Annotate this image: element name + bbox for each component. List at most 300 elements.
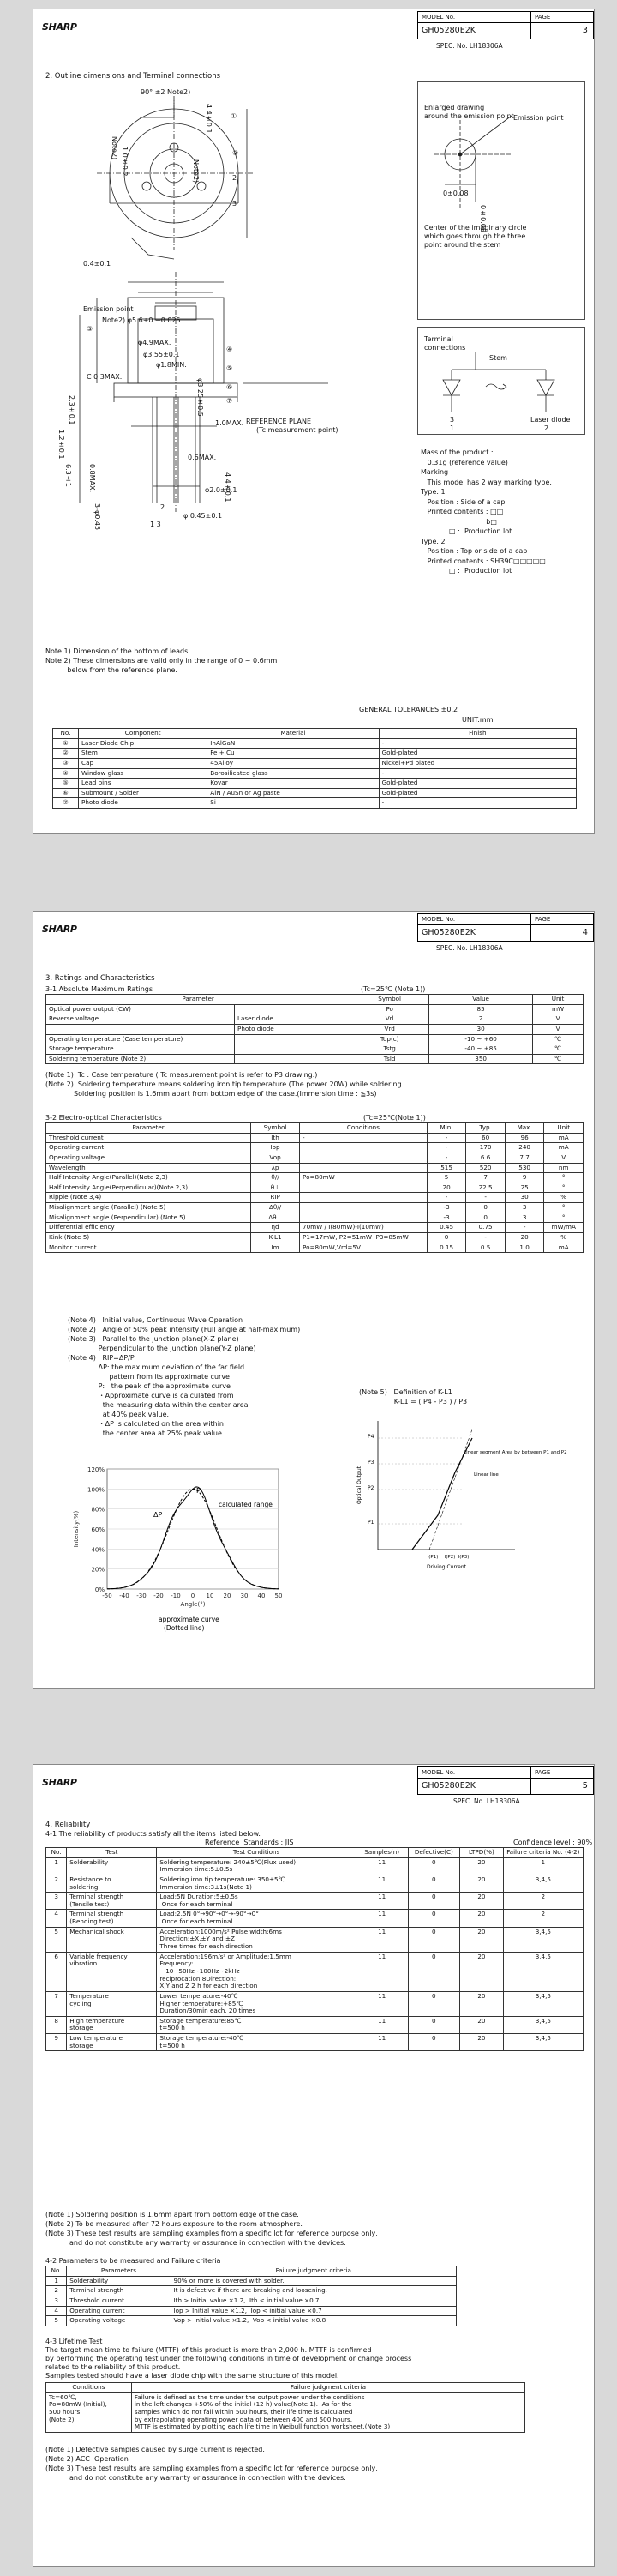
table-row bbox=[46, 1223, 584, 1233]
table-cell: Soldering temperature: 240±5℃(Flux used) Immersion time:5±0.5s bbox=[157, 1857, 356, 1875]
table-cell: 11 bbox=[356, 1893, 408, 1910]
callout-7: ⑦ bbox=[226, 397, 233, 405]
table-cell: 530 bbox=[505, 1163, 544, 1173]
table-cell: 0.75 bbox=[466, 1223, 506, 1233]
text-line: Mass of the product : bbox=[421, 448, 494, 456]
table-cell: Photo diode bbox=[79, 798, 207, 809]
table-cell: AlN / AuSn or Ag paste bbox=[207, 788, 379, 798]
table-cell: K-L1 bbox=[251, 1233, 300, 1243]
text-line: (Note 2) To be measured after 72 hours exposure to the room atmosphere. bbox=[45, 2220, 303, 2228]
table-cell: 6 bbox=[46, 1952, 67, 1991]
table-cell: Gold-plated bbox=[379, 788, 576, 798]
table-cell: Load:2.5N 0°→90°→0°→-90°→0° Once for each terminal bbox=[157, 1910, 356, 1927]
table-cell: Kink (Note 5) bbox=[46, 1233, 251, 1243]
title-block bbox=[417, 913, 594, 942]
absolute-max-ratings-table bbox=[45, 994, 584, 1064]
column-header: Failure criteria No. (4-2) bbox=[503, 1848, 583, 1858]
table-row bbox=[46, 1213, 584, 1223]
table-cell: mA bbox=[544, 1243, 584, 1253]
callout-1: ① bbox=[231, 112, 237, 120]
table-cell bbox=[235, 1034, 350, 1044]
center-note: which goes through the three bbox=[424, 232, 526, 240]
text-line: related to the reliability of this product. bbox=[45, 2363, 181, 2371]
page-number: 3 bbox=[582, 26, 588, 35]
text-line: Position : Side of a cap bbox=[421, 497, 506, 506]
table-cell: 70mW / I(80mW)-I(10mW) bbox=[300, 1223, 428, 1233]
tick-label: -30 bbox=[136, 1592, 147, 1599]
table-cell: 515 bbox=[427, 1163, 466, 1173]
table-cell: Load:5N Duration:5±0.5s Once for each terminal bbox=[157, 1893, 356, 1910]
table-cell: 0 bbox=[408, 1857, 460, 1875]
current-label: I(P3) bbox=[458, 1555, 470, 1560]
column-header: Parameter bbox=[46, 995, 350, 1005]
table-cell bbox=[300, 1183, 428, 1193]
table-cell: 20 bbox=[460, 1893, 504, 1910]
table-cell: Solderability bbox=[67, 2276, 171, 2286]
table-cell: ° bbox=[544, 1203, 584, 1213]
table-cell: Vop bbox=[251, 1153, 300, 1163]
laser-diode-label: Laser diode bbox=[530, 416, 571, 424]
table-row bbox=[46, 1024, 584, 1034]
text-line: Note 1) Dimension of the bottom of leads. bbox=[45, 647, 190, 655]
subsection-title: 4-3 Lifetime Test bbox=[45, 2338, 103, 2345]
column-header: Symbol bbox=[251, 1123, 300, 1134]
table-cell: 25 bbox=[505, 1183, 544, 1193]
text-line: P: the peak of the approximate curve bbox=[68, 1382, 231, 1390]
enlarged-title: Enlarged drawing bbox=[424, 104, 485, 111]
table-cell: Po=80mW,Vrd=5V bbox=[300, 1243, 428, 1253]
table-row bbox=[46, 1153, 584, 1163]
subsection-title: 3-2 Electro-optical Characteristics bbox=[45, 1114, 162, 1122]
table-cell: Monitor current bbox=[46, 1243, 251, 1253]
column-header: Min. bbox=[427, 1123, 466, 1134]
dim-label: 1.0±0.2 bbox=[121, 147, 129, 177]
text-line: (Note 3) These test results are sampling examples from a specific lot for reference purpose only, bbox=[45, 2465, 378, 2472]
table-row bbox=[46, 1044, 584, 1055]
table-cell: 20 bbox=[505, 1233, 544, 1243]
column-header: Typ. bbox=[466, 1123, 506, 1134]
delta-p-label: ΔP bbox=[153, 1511, 163, 1519]
text-line: Samples tested should have a laser diode chip with the same structure of this model. bbox=[45, 2372, 339, 2380]
table-cell: 11 bbox=[356, 1857, 408, 1875]
dim-label: 6.3±1 bbox=[64, 464, 73, 487]
table-row bbox=[46, 2316, 457, 2326]
model-label: MODEL No. bbox=[418, 1767, 530, 1779]
table-cell: 5 bbox=[46, 2316, 67, 2326]
table-cell: Reverse voltage bbox=[46, 1014, 235, 1025]
pin-3-label: 3 bbox=[450, 416, 455, 424]
table-cell: 2 bbox=[46, 2286, 67, 2296]
text-line: pattern from its approximate curve bbox=[68, 1373, 230, 1381]
dim-label: Note2) φ5.6+0 −0.025 bbox=[102, 316, 181, 324]
stem-label: Stem bbox=[489, 354, 507, 362]
table-cell: Resistance to soldering bbox=[67, 1875, 157, 1892]
table-cell: Half Intensity Angle(Parallel)(Note 2,3) bbox=[46, 1173, 251, 1183]
tick-label: 20% bbox=[91, 1566, 105, 1574]
table-cell: - bbox=[466, 1193, 506, 1203]
table-cell bbox=[300, 1153, 428, 1163]
model-number: GH05280E2K bbox=[422, 928, 476, 937]
text-line: by performing the operating test under the following conditions in time of development or change process bbox=[45, 2355, 412, 2362]
table-cell: 6.6 bbox=[466, 1153, 506, 1163]
table-cell: ⑤ bbox=[53, 779, 79, 789]
column-header: Conditions bbox=[46, 2383, 132, 2393]
text-line: below from the reference plane. bbox=[45, 666, 177, 674]
table-cell: 30 bbox=[429, 1024, 533, 1034]
table-cell: ℃ bbox=[533, 1044, 584, 1055]
table-cell: ③ bbox=[53, 758, 79, 768]
table-row bbox=[46, 2392, 525, 2432]
dim-label: φ 0.45±0.1 bbox=[183, 512, 223, 520]
table-cell: Tstg bbox=[350, 1044, 429, 1055]
table-cell: -40 ~ +85 bbox=[429, 1044, 533, 1055]
column-header: Test bbox=[67, 1848, 157, 1858]
table-cell: -10 ~ +60 bbox=[429, 1034, 533, 1044]
tick-label: 100% bbox=[87, 1486, 105, 1494]
dotted-line-label: (Dotted line) bbox=[164, 1624, 205, 1632]
dim-angle: 90° ±2 Note2) bbox=[141, 88, 191, 96]
table-cell: V bbox=[533, 1014, 584, 1025]
column-header: Parameters bbox=[67, 2266, 171, 2277]
table-cell: Fe + Cu bbox=[207, 749, 379, 759]
table-cell: Misalignment angle (Perpendicular) (Note 5) bbox=[46, 1213, 251, 1223]
table-cell: 11 bbox=[356, 1952, 408, 1991]
model-number: GH05280E2K bbox=[422, 1781, 476, 1791]
table-cell: Ith > Initial value ×1.2, Ith < initial value ×0.7 bbox=[171, 2296, 456, 2306]
text-line: (Note 2) Soldering temperature means soldering iron tip temperature (The power 20W) while soldering. bbox=[45, 1080, 404, 1088]
table-row bbox=[46, 2034, 584, 2051]
table-cell: 2 bbox=[503, 1910, 583, 1927]
table-cell: 1 bbox=[46, 2276, 67, 2286]
table-cell: 0 bbox=[408, 1952, 460, 1991]
column-header: Value bbox=[429, 995, 533, 1005]
text-line: Type. 2 bbox=[421, 537, 446, 545]
emission-label: Emission point bbox=[513, 114, 564, 122]
table-cell: 11 bbox=[356, 1875, 408, 1892]
text-line: This model has 2 way marking type. bbox=[421, 478, 552, 486]
table-cell: Δθ// bbox=[251, 1203, 300, 1213]
column-header: Finish bbox=[379, 729, 576, 739]
table-cell: 7 bbox=[466, 1173, 506, 1183]
table-cell: mW bbox=[533, 1004, 584, 1014]
table-row bbox=[53, 758, 577, 768]
table-cell: Wavelength bbox=[46, 1163, 251, 1173]
table-cell: 90% or more is covered with solder. bbox=[171, 2276, 456, 2286]
linear-segment-label: Linear segment Area by between P1 and P2 bbox=[464, 1450, 567, 1455]
table-cell bbox=[235, 1054, 350, 1064]
spec-number: SPEC. No. LH18306A bbox=[453, 1797, 520, 1805]
table-cell: Mechanical shock bbox=[67, 1927, 157, 1952]
pin-2-label: 2 bbox=[544, 424, 549, 432]
table-cell: Acceleration:1000m/s² Pulse width:6ms Direction:±X,±Y and ±Z Three times for each direction bbox=[157, 1927, 356, 1952]
failure-criteria-table bbox=[45, 2266, 457, 2326]
table-row bbox=[53, 798, 577, 809]
text-line: Soldering position is 1.6mm apart from bottom edge of the case.(Immersion time : ≦3s) bbox=[45, 1090, 377, 1098]
table-cell: 1.0 bbox=[505, 1243, 544, 1253]
table-cell: 0 bbox=[408, 2016, 460, 2033]
table-cell: V bbox=[544, 1153, 584, 1163]
table-cell bbox=[300, 1193, 428, 1203]
tolerance-label: 0±0.08 bbox=[479, 205, 488, 232]
column-header: Max. bbox=[505, 1123, 544, 1134]
table-row bbox=[46, 1034, 584, 1044]
page-label: PAGE bbox=[531, 1767, 593, 1779]
reference-plane-label: REFERENCE PLANE bbox=[246, 418, 312, 425]
axis-label: Driving Current bbox=[426, 1564, 467, 1570]
table-cell: ④ bbox=[53, 768, 79, 779]
column-header: No. bbox=[46, 2266, 67, 2277]
table-cell: Po bbox=[350, 1004, 429, 1014]
level-label: P4 bbox=[368, 1434, 374, 1440]
table-cell: 9 bbox=[505, 1173, 544, 1183]
sharp-logo: SHARP bbox=[42, 21, 77, 33]
callout-6: ⑥ bbox=[226, 383, 233, 391]
table-cell: % bbox=[544, 1193, 584, 1203]
pin-label: 2 bbox=[160, 503, 165, 511]
table-cell: 20 bbox=[460, 1991, 504, 2016]
table-cell: Ith bbox=[251, 1133, 300, 1143]
column-header: Samples(n) bbox=[356, 1848, 408, 1858]
reliability-table bbox=[45, 1847, 584, 2051]
table-cell: Gold-plated bbox=[379, 779, 576, 789]
table-cell: Operating current bbox=[67, 2306, 171, 2316]
tc-point-label: (Tc measurement point) bbox=[256, 426, 338, 434]
text-line: 0.31g (reference value) bbox=[421, 458, 508, 466]
table-cell: 2 bbox=[46, 1875, 67, 1892]
page-label: PAGE bbox=[531, 12, 593, 23]
spec-number: SPEC. No. LH18306A bbox=[436, 42, 503, 50]
table-cell: - bbox=[379, 798, 576, 809]
table-cell: 350 bbox=[429, 1054, 533, 1064]
document-page bbox=[33, 9, 595, 834]
table-cell: ° bbox=[544, 1183, 584, 1193]
table-cell: Variable frequency vibration bbox=[67, 1952, 157, 1991]
text-line: □ : Production lot bbox=[421, 567, 512, 575]
column-header: No. bbox=[46, 1848, 67, 1858]
table-cell: ηd bbox=[251, 1223, 300, 1233]
table-cell: 45Alloy bbox=[207, 758, 379, 768]
table-cell bbox=[300, 1143, 428, 1153]
table-row bbox=[46, 1991, 584, 2016]
kink-chart bbox=[352, 1412, 567, 1575]
table-cell: Differential efficiency bbox=[46, 1223, 251, 1233]
table-row bbox=[46, 1014, 584, 1025]
table-cell: 3,4,5 bbox=[503, 2034, 583, 2051]
table-cell: Δθ⊥ bbox=[251, 1213, 300, 1223]
table-cell: 7.7 bbox=[505, 1153, 544, 1163]
table-cell: Vop > Initial value ×1.2, Vop < initial value ×0.8 bbox=[171, 2316, 456, 2326]
text-line: (Note 3) These test results are sampling examples from a specific lot for reference purpose only, bbox=[45, 2230, 378, 2237]
text-line: the center area at 25% peak value. bbox=[68, 1429, 225, 1437]
table-cell: 20 bbox=[460, 1910, 504, 1927]
table-cell: Soldering temperature (Note 2) bbox=[46, 1054, 235, 1064]
table-cell: 0.15 bbox=[427, 1243, 466, 1253]
table-cell: Soldering iron tip temperature: 350±5℃ Immersion time:3±1s(Note 1) bbox=[157, 1875, 356, 1892]
dim-label: 0.4±0.1 bbox=[83, 260, 111, 268]
column-header: LTPD(%) bbox=[460, 1848, 504, 1858]
table-cell: P1=17mW, P2=51mW P3=85mW bbox=[300, 1233, 428, 1243]
terminal-subtitle: connections bbox=[424, 344, 466, 352]
tick-label: 30 bbox=[240, 1592, 249, 1599]
table-cell: Top(c) bbox=[350, 1034, 429, 1044]
table-cell: Laser Diode Chip bbox=[79, 738, 207, 749]
table-cell: ⑥ bbox=[53, 788, 79, 798]
table-row bbox=[46, 1133, 584, 1143]
table-row bbox=[53, 768, 577, 779]
column-header: Test Conditions bbox=[157, 1848, 356, 1858]
column-header: Unit bbox=[544, 1123, 584, 1134]
dim-label: φ2.0±0.1 bbox=[205, 486, 237, 494]
column-header: Component bbox=[79, 729, 207, 739]
table-cell: Gold-plated bbox=[379, 749, 576, 759]
confidence-level: Confidence level : 90% bbox=[513, 1839, 593, 1846]
table-cell: mA bbox=[544, 1143, 584, 1153]
table-row bbox=[53, 749, 577, 759]
table-cell: It is defective if there are breaking and loosening. bbox=[171, 2286, 456, 2296]
unit-label: UNIT:mm bbox=[462, 716, 494, 724]
table-cell: nm bbox=[544, 1163, 584, 1173]
table-cell: 85 bbox=[429, 1004, 533, 1014]
table-cell: Si bbox=[207, 798, 379, 809]
table-cell: Threshold current bbox=[46, 1133, 251, 1143]
far-field-chart bbox=[68, 1460, 308, 1649]
table-cell: Operating current bbox=[46, 1143, 251, 1153]
table-cell: 8 bbox=[46, 2016, 67, 2033]
table-cell: 20 bbox=[460, 1927, 504, 1952]
table-row bbox=[46, 1004, 584, 1014]
table-cell: 4 bbox=[46, 2306, 67, 2316]
table-cell: 0 bbox=[408, 1875, 460, 1892]
text-line: (Note 3) Parallel to the junction plane(X-Z plane) bbox=[68, 1335, 239, 1343]
table-cell: Iop bbox=[251, 1143, 300, 1153]
table-row bbox=[46, 1233, 584, 1243]
level-label: P1 bbox=[368, 1520, 374, 1526]
table-cell: Cap bbox=[79, 758, 207, 768]
model-label: MODEL No. bbox=[418, 914, 530, 925]
table-cell: RIP bbox=[251, 1193, 300, 1203]
table-cell: High temperature storage bbox=[67, 2016, 157, 2033]
tick-label: -20 bbox=[153, 1592, 164, 1599]
level-label: P2 bbox=[368, 1485, 374, 1491]
table-cell: 20 bbox=[460, 1875, 504, 1892]
text-line: K-L1 = ( P4 - P3 ) / P3 bbox=[359, 1398, 468, 1405]
section-title: 2. Outline dimensions and Terminal connections bbox=[45, 72, 221, 81]
table-cell: 170 bbox=[466, 1143, 506, 1153]
table-cell: Failure is defined as the time under the output power under the conditions in the left changes +50% of the initial (12 h) value(Note 1). As for the samples which do not fail within 500 hours, their life time is calculated by extrapolating operating power data of between 400 and 500 hours. MTTF is estimated by plotting each life time in Weibull function worksheet.(Note 3) bbox=[131, 2392, 524, 2432]
table-cell: Im bbox=[251, 1243, 300, 1253]
text-line: (Note 2) ACC Operation bbox=[45, 2455, 129, 2463]
table-cell: Laser diode bbox=[235, 1014, 350, 1025]
subsection-condition: (Tc=25℃ (Note 1)) bbox=[361, 985, 426, 993]
table-cell: Tsld bbox=[350, 1054, 429, 1064]
tick-label: -40 bbox=[119, 1592, 129, 1599]
dim-label: 1.0MAX. bbox=[215, 419, 244, 427]
callout-3: ③ bbox=[87, 325, 93, 333]
column-header: Failure judgment criteria bbox=[171, 2266, 456, 2277]
lifetime-table bbox=[45, 2382, 525, 2433]
table-cell: ℃ bbox=[533, 1034, 584, 1044]
table-row bbox=[46, 1952, 584, 1991]
text-line: Note 2) These dimensions are valid only in the range of 0 ~ 0.6mm bbox=[45, 657, 278, 665]
table-cell: 3,4,5 bbox=[503, 1927, 583, 1952]
table-cell: Iop > Initial value ×1.2, Iop < initial value ×0.7 bbox=[171, 2306, 456, 2316]
table-cell: 11 bbox=[356, 1910, 408, 1927]
table-cell: 1 bbox=[503, 1857, 583, 1875]
table-row bbox=[53, 779, 577, 789]
table-cell: 0.45 bbox=[427, 1223, 466, 1233]
dim-label: φ1.8MIN. bbox=[156, 361, 187, 369]
table-row bbox=[46, 1893, 584, 1910]
table-row bbox=[46, 1243, 584, 1253]
tick-label: 120% bbox=[87, 1466, 105, 1473]
table-cell: - bbox=[466, 1233, 506, 1243]
table-cell bbox=[46, 1024, 235, 1034]
table-cell: Lower temperature:-40℃ Higher temperature:+85℃ Duration/30min each, 20 times bbox=[157, 1991, 356, 2016]
dim-label: φ3.25±0.5 bbox=[196, 378, 205, 417]
table-row bbox=[46, 1173, 584, 1183]
table-cell: 9 bbox=[46, 2034, 67, 2051]
table-cell bbox=[300, 1163, 428, 1173]
tick-label: 10 bbox=[206, 1592, 214, 1599]
table-cell: Window glass bbox=[79, 768, 207, 779]
table-cell: θ⊥ bbox=[251, 1183, 300, 1193]
pin-label: 3 bbox=[232, 200, 237, 208]
text-line: (Note 4) Initial value, Continuous Wave Operation bbox=[68, 1316, 243, 1324]
table-cell: -3 bbox=[427, 1213, 466, 1223]
table-cell: 520 bbox=[466, 1163, 506, 1173]
text-line: ΔP: the maximum deviation of the far field bbox=[68, 1363, 245, 1371]
reference-standards: Reference Standards : JIS bbox=[205, 1839, 294, 1846]
emission-point-label: Emission point bbox=[83, 305, 134, 313]
callout-5: ⑤ bbox=[226, 364, 233, 372]
tick-label: 40% bbox=[91, 1546, 105, 1554]
text-line: (Note 1) Tc : Case temperature ( Tc measurement point is refer to P3 drawing.) bbox=[45, 1071, 318, 1079]
table-cell: Storage temperature bbox=[46, 1044, 235, 1055]
table-cell: Half Intensity Angle(Perpendicular)(Note 2,3) bbox=[46, 1183, 251, 1193]
table-row bbox=[46, 2306, 457, 2316]
text-line: Printed contents : □□ bbox=[421, 508, 504, 515]
table-cell: Stem bbox=[79, 749, 207, 759]
table-cell: Low temperature storage bbox=[67, 2034, 157, 2051]
table-cell: Solderability bbox=[67, 1857, 157, 1875]
tick-label: 40 bbox=[257, 1592, 266, 1599]
text-line: at 40% peak value. bbox=[68, 1411, 170, 1418]
table-cell: 0 bbox=[408, 1893, 460, 1910]
materials-table bbox=[52, 728, 577, 809]
table-cell: 3,4,5 bbox=[503, 1875, 583, 1892]
table-cell: 11 bbox=[356, 1927, 408, 1952]
calculated-range-label: calculated range bbox=[219, 1501, 273, 1508]
table-row bbox=[46, 2276, 457, 2286]
center-note: point around the stem bbox=[424, 241, 501, 249]
table-cell: 0 bbox=[427, 1233, 466, 1243]
text-line: and do not constitute any warranty or assurance in connection with the devices. bbox=[45, 2239, 346, 2247]
column-header: Conditions bbox=[300, 1123, 428, 1134]
page-number: 4 bbox=[582, 928, 588, 937]
text-line: (Note 1) Defective samples caused by surge current is rejected. bbox=[45, 2446, 265, 2453]
table-cell: ⑦ bbox=[53, 798, 79, 809]
section-title: 4. Reliability bbox=[45, 1821, 91, 1829]
tick-label: 80% bbox=[91, 1506, 105, 1514]
table-cell: 3,4,5 bbox=[503, 2016, 583, 2033]
axis-label: Intensity(%) bbox=[73, 1510, 80, 1548]
table-cell: Temperature cycling bbox=[67, 1991, 157, 2016]
table-cell: Kovar bbox=[207, 779, 379, 789]
table-cell: - bbox=[427, 1143, 466, 1153]
table-cell bbox=[300, 1203, 428, 1213]
table-cell: Terminal strength (Tensile test) bbox=[67, 1893, 157, 1910]
table-cell: ° bbox=[544, 1213, 584, 1223]
